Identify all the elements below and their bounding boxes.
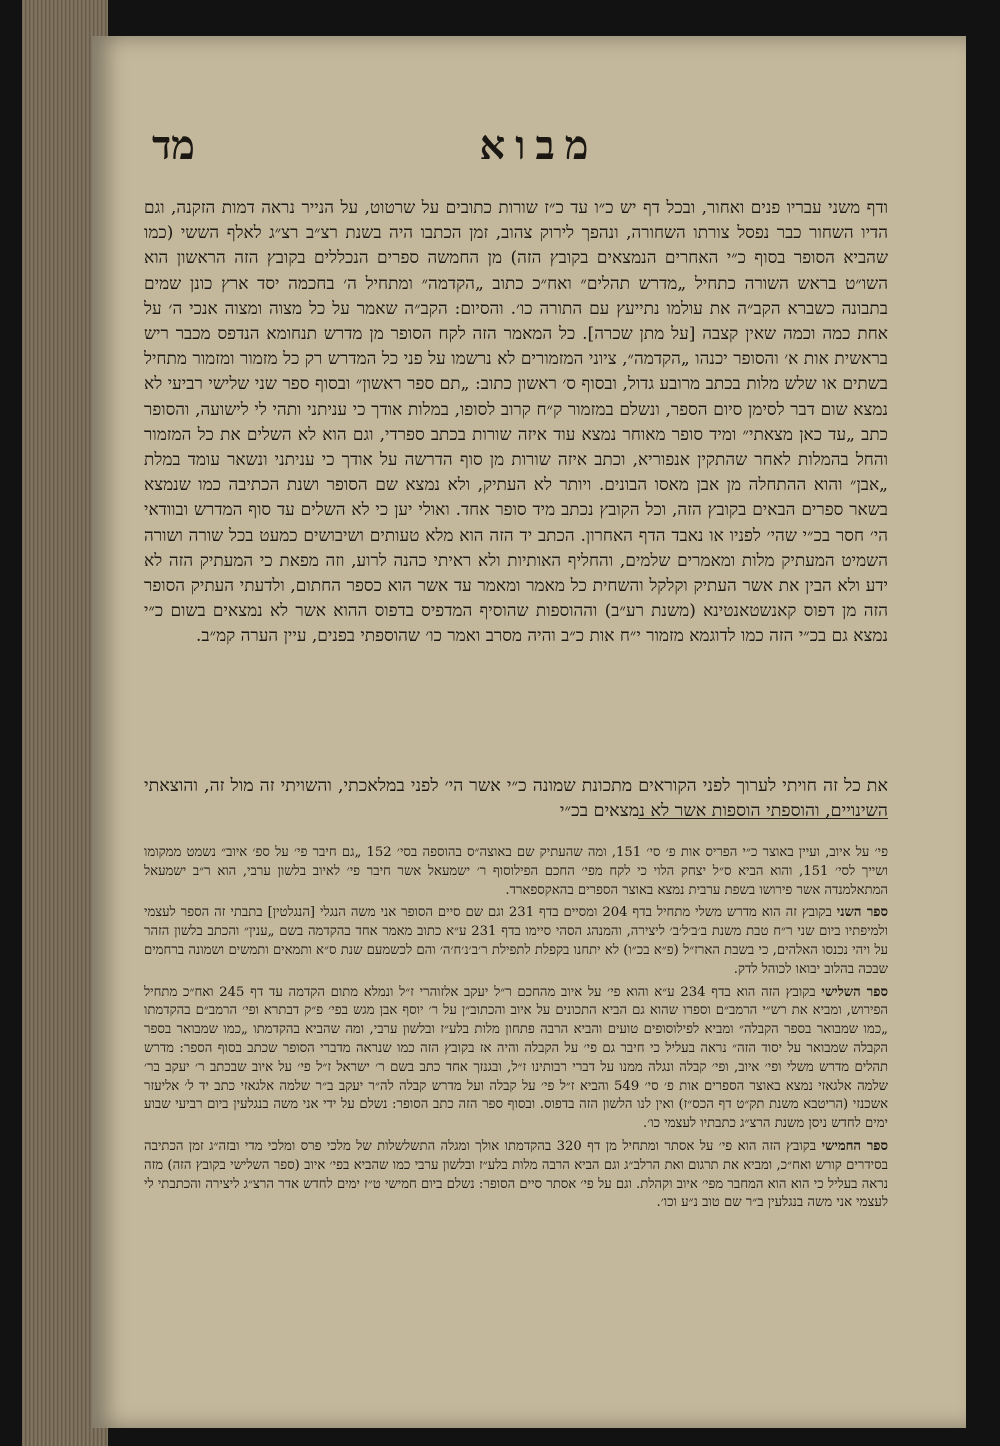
footnote-text: בקובץ הזה הוא בדף 234 ע״א והוא פי׳ על איוב מהחכם ר״ל יעקב אלזוהרי ז״ל ונמלא מתום הקדמה עד דף 245 ואח״כ מתחיל הפירוש, ומביא את רש״י הרמב״ם וספרו שהוא גם הביא התכונים על איוב והכתוב״ן על ר׳ יוסף אבן מגש בפי׳ פ״ק דבתרא ופי׳ הרמב״ם בהקדמתו „כמו שמבואר בספר הקבלה״ ומביא לפילוסופים טועים והביא הרבה פתחון מלות בלע״ז ובלשון ערבי, ומה שהביא בהקדמתו „כמו שמבואר בספר הקבלה שמבואר על יסוד הזה״ נראה בעליל כי חיבר גם פי׳ על הקבלה והיה אז בקובץ הזה כמו שנראה מדברי הסופר שכתב בסוף הספר: מדרש תהלים מדרש משלי ופי׳ איוב, ופי׳ קבלה ונגלה ממנו על דברי רבותינו ז״ל, ובגנזך אחד כתב בשם ר׳ ישראל ז״ל פי׳ על איוב שבכתב ר׳ יעקב בר׳ שלמה אלגאזי נמצא באוצר הספרים אות פ׳ סי׳ 549 והביא ז״ל פי׳ על קבלה ועל מדרש קבלה לה״ר יעקב ב״ר שלמה אלגאזי כתב יד ל׳ אליעזר אשכנזי (הריטבא משנת תק״ט דף הכס״ז) ואין לנו הלשון הזה בדפוס. ובסוף ספר הזה כתב הסופר: נשלם על ידי אני משה בנגלעין ביום רביעי שבוע ימים לחדש ניסן משנת הרצ״ג כתבתיו לעצמי כו׳.: [144, 984, 888, 1132]
page-title: מבוא: [479, 122, 599, 169]
footnote: [144, 1138, 888, 1213]
page-header: [152, 122, 926, 186]
footnote-lead: ספר השלישי: [821, 984, 888, 1000]
footnote-lead: ספר השני: [836, 905, 888, 921]
page-number: מד: [152, 122, 195, 169]
footnotes-block: [144, 844, 888, 1217]
footnote-text: בקובץ הזה הוא פי׳ על אסתר ומתחיל מן דף 320 בהקדמתו אולך ומגלה התשלשלות של מלכי פרס ומלכי מדי ובזה״ג זמן הכתיבה בסידרים קורש ואח״כ, ומביא את תרגום ואת הרלב״ג וגם הביא הרבה מלות בלע״ז ובלשון ערבי כמו שהביא בפי׳ איוב (ספר השלישי בקובץ הזה) מזה נראה בעליל כי הוא הוא המחבר מפי׳ איוב וקהלת. וגם על פי׳ אסתר סיים הסופר: נשלם ביום חמישי ט״ז ימים לחדש אדר הרצ״ג ליצירה והכתבתי לי לעצמי אני משה בנגלעין ב״ר שם טוב נ״ע וכו׳.: [144, 1138, 888, 1211]
footnote: [144, 844, 888, 900]
closing-paragraph: [144, 756, 888, 841]
closing-text: את כל זה חויתי לערוך לפני הקוראים מתכונת שמונה כ״י אשר הי׳ לפני במלאכתי, והשויתי זה מול זה, והוצאתי השינויים, והוספתי הוספות אשר לא נמצאים בכ״י: [144, 775, 888, 821]
main-text-block: [144, 196, 888, 650]
main-paragraph: ודף משני עבריו פנים ואחור, ובכל דף יש כ״ו עד כ״ז שורות כתובים על שרטוט, על הנייר נראה דמות הזקנה, וגם הדיו השחור כבר נפסל צורתו השחורה, ונהפך לירוק צהוב, זמן הכתבו היה בשנת רצ״ב רצ״ג לאלף הששי (כמו שהביא הסופר בסוף כ״י האחרים הנמצאים בקובץ הזה) מן החמשה ספרים הנכללים בקובץ הזה הראשון הוא השו״ט בראש השורה כתחיל „מדרש תהלים״ ואח״כ כתוב „הקדמה״ ומתחיל ה׳ בחכמה יסד ארץ כונן שמים בתבונה כשברא הקב״ה את עולמו נתייעץ עם התורה כו׳. והסיום: הקב״ה שאמר על כל מצוה ומצוה אנכי ה׳ על אחת כמה וכמה שאין קצבה [על מתן שכרה]. כל המאמר הזה לקח הסופר מן מדרש תנחומא הנדפס מכבר ריש בראשית אות א׳ והסופר יכנהו „הקדמה״, ציוני המזמורים לא נרשמו על פני כל המדרש רק כל מזמור ומזמור מתחיל בשתים או שלש מלות בכתב מרובע גדול, ובסוף ס׳ ראשון כתוב: „תם ספר ראשון״ ובסוף ספר שני שלישי רביעי לא נמצא שום דבר לסימן סיום הספר, ונשלם במזמור ק״ח קרוב לסופו, במלות אודך כי עניתני ותהי לי לישועה, והסופר כתב „עד כאן מצאתי״ ומיד סופר מאוחר נמצא עוד איזה שורות בכתב ספרדי, וגם הוא לא השלים את כל המזמור והחל בהמלות לאחר שהתקין אנפוריא, וכתב איזה שורות מן סוף הדרשה על אודך כי עניתני ונשאר עומד במלת „אבן״ והוא ההתחלה מן אבן מאסו הבונים. ויותר לא העתיק, ולא נמצא שם הסופר ושנת הכתיבה כמו שנמצא בשאר ספרים הבאים בקובץ הזה, וכל הקובץ נכתב מיד סופר אחד. ואולי יען כי לא השלים עד סוף המדרש ובוודאי הי׳ חסר בכ״י שהי׳ לפניו או נאבד הדף האחרון. הכתב יד הזה הוא מלא טעותים ושיבושים כמעט בכל שורה ושורה השמיט המעתיק מלות ומאמרים שלמים, והחליף האותיות ולא ראיתי כהנה לרוע, וזה מפאת כי המעתיק הזה לא ידע ולא הבין את אשר העתיק וקלקל והשחית כל מאמר ומאמר עד אשר הוא כספר החתום, ולדעתי העתיק הסופר הזה מן דפוס קאנשטאנטינא (משנת רע״ב) וההוספות שהוסיף המדפיס בדפוס ההוא אשר לא נמצאים בשום כ״י נמצא גם בכ״י הזה כמו לדוגמא מזמור י״ח אות כ״ב והיה מסרב ואמר כו׳ שהוספתי בפנים, עיין הערה קמ״ב.: [144, 198, 888, 647]
footnote: [144, 984, 888, 1134]
footnote: [144, 904, 888, 979]
footnote-text: פי׳ על איוב, ועיין באוצר כ״י הפריס אות פ׳ סי׳ 151, ומה שהעתיק שם באוצה״ס בהוספה בסי׳ 152 „גם חיבר פי׳ על ספ׳ איוב״ נשמט ממקומו ושייך לסי׳ 151, והוא הביא ס״ל יצחק הלוי כי לקח מפי׳ החכם הפילוסוף ר׳ ישמעאל אשר חיבר פי׳ לאיוב בלשון ערבי, הוא ר״ב ישמעאל המתאלמנדה אשר פירושו בשפת ערבית נמצא באוצר הספרים בהאקספארד.: [144, 845, 888, 898]
footnote-lead: ספר החמישי: [821, 1138, 888, 1154]
book-page: [92, 36, 966, 1428]
footnote-text: בקובץ זה הוא מדרש משלי מתחיל בדף 204 ומסיים בדף 231 וגם שם סיים הסופר אני משה הנגלי [הנגלטין] בתבתי זה הספר לעצמי ולמיפתיו ביום שני ר״ח טבת משנת ב׳ב׳ל׳ב׳ ליצירה, והמנהג הסהי סיימו בדף 231 ע״א כתוב מאמר אחד בהקדמה בשם „ענין״ והכתב בלשון הזהר על ויהי נכנסו האלהים, כי בשבת הארז״ל (פ״א בכ״ו) לא יתחנו בקפלת לתפילת ר׳ב׳נ׳ח׳ה׳ והם לכשמעם שנת ס״א ותמאים ותמשים ושמונה ברחמים שבכה בהלוב יבואו לכוהל לדק.: [144, 905, 888, 977]
footnote-divider: [638, 818, 888, 819]
